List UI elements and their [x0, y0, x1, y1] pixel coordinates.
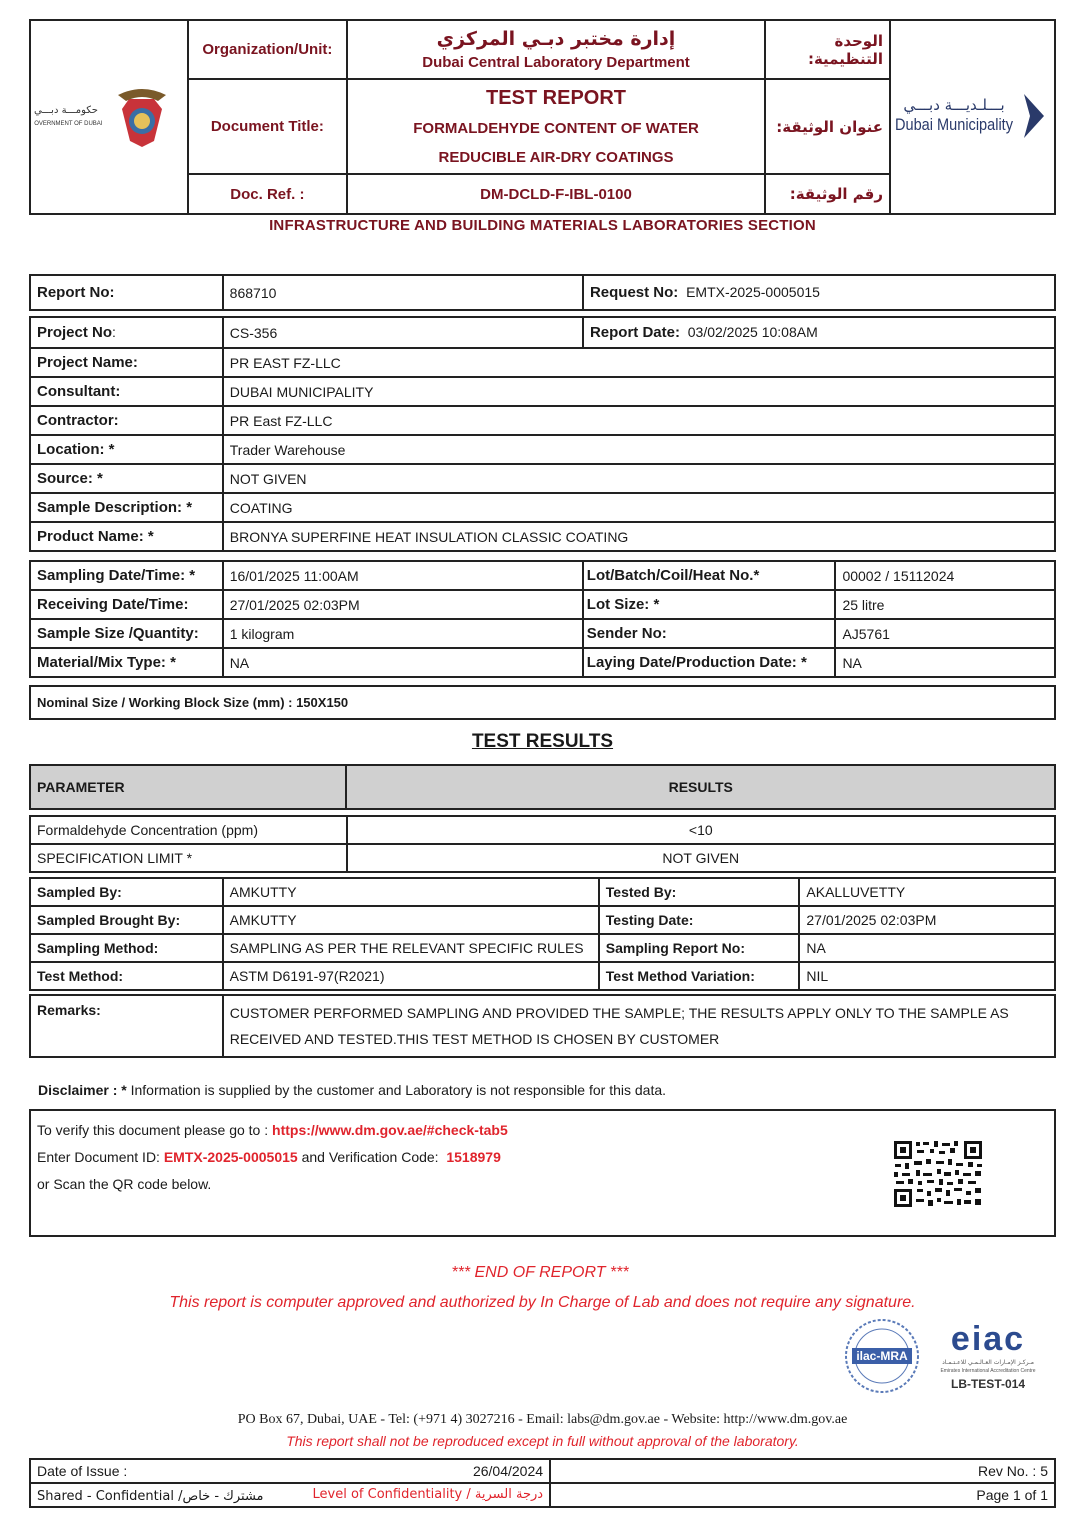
- project-no: CS-356: [223, 317, 583, 348]
- info-row: [30, 435, 1055, 464]
- accreditation-logos: [840, 1316, 1060, 1396]
- dubai-municipality-logo: [890, 20, 1055, 214]
- personnel-row: [30, 934, 1055, 962]
- sampling-label: Receiving Date/Time:: [30, 590, 223, 619]
- info-label: Consultant:: [30, 377, 223, 406]
- info-row: [30, 348, 1055, 377]
- no-reproduce-note: This report shall not be reproduced except in full without approval of the laboratory.: [286, 1433, 799, 1449]
- info-value: DUBAI MUNICIPALITY: [223, 377, 1055, 406]
- info-label: Sample Description: *: [30, 493, 223, 522]
- doc-title-main: TEST REPORT: [486, 87, 627, 109]
- sampling-label: Sender No:: [583, 619, 836, 648]
- svg-text:مـركـز الإمـارات العـالـمـي لل: مـركـز الإمـارات العـالـمـي للاعـتـمـاد: [942, 1359, 1034, 1366]
- government-of-dubai-logo: [30, 20, 188, 214]
- address: PO Box 67, Dubai, UAE - Tel: (+971 4) 3027216 - Email: labs@dm.gov.ae - Website: http://www.dm.gov.ae: [237, 1412, 848, 1427]
- request-no: EMTX-2025-0005015: [686, 284, 820, 300]
- disclaimer: [38, 1082, 666, 1098]
- results-header: RESULTS: [346, 765, 1055, 809]
- svg-text:eiac: eiac: [950, 1320, 1026, 1358]
- personnel-label: Test Method Variation:: [599, 962, 800, 990]
- personnel-value: AMKUTTY: [223, 878, 599, 906]
- info-value: NOT GIVEN: [223, 464, 1055, 493]
- page-number: Page 1 of 1: [550, 1483, 1055, 1507]
- shared-confidential: Shared - Confidential /مشترك - خاص: [37, 1488, 264, 1504]
- verify-prefix: To verify this document please go to :: [37, 1122, 269, 1138]
- personnel-row: [30, 878, 1055, 906]
- org-label: Organization/Unit:: [188, 20, 347, 79]
- sampling-row: [30, 561, 1055, 590]
- personnel-value: AKALLUVETTY: [799, 878, 1055, 906]
- result-value: NOT GIVEN: [347, 844, 1055, 872]
- sampling-row: [30, 590, 1055, 619]
- sampling-value: NA: [223, 648, 583, 677]
- info-value: BRONYA SUPERFINE HEAT INSULATION CLASSIC COATING: [223, 522, 1055, 551]
- info-row: [30, 406, 1055, 435]
- sampling-label: Lot/Batch/Coil/Heat No.*: [583, 561, 836, 590]
- qr-code-icon[interactable]: [892, 1139, 984, 1209]
- remarks-text: CUSTOMER PERFORMED SAMPLING AND PROVIDED THE SAMPLE; THE RESULTS APPLY ONLY TO THE SAMPLE AS RECEIVED AND TESTED.THIS TEST METHOD IS CHOSEN BY CUSTOMER: [223, 995, 1055, 1057]
- verification-code: 1518979: [446, 1149, 501, 1165]
- verification-code-prefix: and Verification Code:: [301, 1149, 439, 1165]
- doc-title-label-arabic: عنوان الوثيقة:: [765, 79, 890, 174]
- sampling-value: 00002 / 15112024: [835, 561, 1055, 590]
- personnel-value: AMKUTTY: [223, 906, 599, 934]
- government-emblem-icon: [34, 81, 184, 151]
- info-label: Location: *: [30, 435, 223, 464]
- info-value: PR EAST FZ-LLC: [223, 348, 1055, 377]
- end-of-report: *** END OF REPORT ***: [451, 1264, 629, 1281]
- qr-instruction: or Scan the QR code below.: [37, 1176, 212, 1192]
- personnel-value: NA: [799, 934, 1055, 962]
- personnel-value: SAMPLING AS PER THE RELEVANT SPECIFIC RULES: [223, 934, 599, 962]
- footer-table: [29, 1458, 1056, 1508]
- info-value: PR East FZ-LLC: [223, 406, 1055, 435]
- sampling-value: AJ5761: [835, 619, 1055, 648]
- org-name: Dubai Central Laboratory Department: [422, 54, 690, 71]
- result-value: <10: [347, 816, 1055, 844]
- remarks-label: Remarks:: [30, 995, 223, 1057]
- results-table: [29, 815, 1056, 873]
- request-no-label: Request No:: [589, 284, 679, 301]
- doc-title-cell: [347, 79, 765, 174]
- report-date: 03/02/2025 10:08AM: [687, 324, 818, 340]
- sampling-value: 1 kilogram: [223, 619, 583, 648]
- sampling-row: [30, 648, 1055, 677]
- svg-text:LB-TEST-014: LB-TEST-014: [950, 1377, 1026, 1391]
- sampling-value: 27/01/2025 02:03PM: [223, 590, 583, 619]
- doc-title-line2: REDUCIBLE AIR-DRY COATINGS: [438, 149, 674, 166]
- sampling-value: NA: [835, 648, 1055, 677]
- org-label-arabic: الوحدة التنظيمية:: [765, 20, 890, 79]
- confidentiality-level: Level of Confidentiality / درجة السرية: [312, 1486, 544, 1502]
- info-label: Product Name: *: [30, 522, 223, 551]
- dubai-municipality-icon: [892, 86, 1052, 146]
- ilac-mra-logo: [846, 1320, 918, 1392]
- info-row: [30, 522, 1055, 551]
- svg-text:Emirates International Accredi: Emirates International Accreditation Centre: [940, 1368, 1036, 1374]
- personnel-row: [30, 906, 1055, 934]
- remarks-table: [29, 994, 1056, 1058]
- svg-text:ilac-MRA: ilac-MRA: [856, 1349, 908, 1363]
- parameter-name: Formaldehyde Concentration (ppm): [30, 816, 347, 844]
- personnel-label: Sampling Report No:: [599, 934, 800, 962]
- test-results-title: TEST RESULTS: [471, 731, 614, 752]
- sampling-table: [29, 560, 1056, 678]
- verify-url-link[interactable]: https://www.dm.gov.ae/#check-tab5: [272, 1122, 508, 1138]
- date-of-issue-cell: [30, 1459, 550, 1483]
- org-arabic-name: إدارة مختبر دبـي المركزي: [436, 28, 676, 50]
- report-date-label: Report Date:: [589, 324, 680, 341]
- personnel-label: Testing Date:: [599, 906, 800, 934]
- date-of-issue: 26/04/2024: [472, 1463, 544, 1479]
- info-label: Project Name:: [30, 348, 223, 377]
- info-value: Trader Warehouse: [223, 435, 1055, 464]
- personnel-row: [30, 962, 1055, 990]
- confidentiality-cell: [30, 1483, 550, 1507]
- sampling-value: 16/01/2025 11:00AM: [223, 561, 583, 590]
- section-title: INFRASTRUCTURE AND BUILDING MATERIALS LABORATORIES SECTION: [269, 217, 816, 234]
- info-label: Contractor:: [30, 406, 223, 435]
- report-no-table: [29, 274, 1056, 311]
- sampling-row: [30, 619, 1055, 648]
- report-date-cell: [583, 317, 1055, 348]
- eiac-logo: [940, 1320, 1035, 1391]
- header-table: [29, 19, 1056, 215]
- personnel-label: Tested By:: [599, 878, 800, 906]
- project-no-label: Project No: [37, 324, 113, 341]
- sampling-label: Laying Date/Production Date: *: [583, 648, 836, 677]
- org-name-cell: [347, 20, 765, 79]
- sampling-value: 25 litre: [835, 590, 1055, 619]
- info-value: COATING: [223, 493, 1055, 522]
- project-table: [29, 316, 1056, 552]
- results-header-table: [29, 764, 1056, 810]
- svg-text:GOVERNMENT OF DUBAI: GOVERNMENT OF DUBAI: [33, 120, 103, 127]
- sampling-label: Material/Mix Type: *: [30, 648, 223, 677]
- result-row: [30, 844, 1055, 872]
- nominal-size: Nominal Size / Working Block Size (mm) : 150X150: [30, 686, 1055, 719]
- date-of-issue-label: Date of Issue :: [37, 1463, 128, 1479]
- info-row: [30, 377, 1055, 406]
- personnel-label: Sampled By:: [30, 878, 223, 906]
- personnel-value: ASTM D6191-97(R2021): [223, 962, 599, 990]
- report-no: 868710: [223, 275, 583, 310]
- doc-title-line1: FORMALDEHYDE CONTENT OF WATER: [413, 120, 699, 137]
- request-no-cell: [583, 275, 1055, 310]
- doc-ref-label: Doc. Ref. :: [188, 174, 347, 214]
- disclaimer-text: Information is supplied by the customer and Laboratory is not responsible for this data.: [130, 1082, 667, 1098]
- document-id: EMTX-2025-0005015: [163, 1149, 298, 1165]
- personnel-label: Sampling Method:: [30, 934, 223, 962]
- personnel-value: NIL: [799, 962, 1055, 990]
- disclaimer-label: Disclaimer : *: [38, 1082, 127, 1098]
- sampling-label: Lot Size: *: [583, 590, 836, 619]
- sampling-label: Sampling Date/Time: *: [30, 561, 223, 590]
- doc-ref-label-arabic: رقم الوثيقة:: [765, 174, 890, 214]
- personnel-value: 27/01/2025 02:03PM: [799, 906, 1055, 934]
- personnel-table: [29, 877, 1056, 991]
- svg-text:Dubai Municipality: Dubai Municipality: [895, 114, 1014, 134]
- verify-box: [29, 1109, 1056, 1237]
- personnel-label: Sampled Brought By:: [30, 906, 223, 934]
- project-no-label-cell: Project No:: [30, 317, 223, 348]
- parameter-name: SPECIFICATION LIMIT *: [30, 844, 347, 872]
- personnel-label: Test Method:: [30, 962, 223, 990]
- rev-no: Rev No. : 5: [550, 1459, 1055, 1483]
- result-row: [30, 816, 1055, 844]
- parameter-header: PARAMETER: [30, 765, 346, 809]
- doc-title-label: Document Title:: [188, 79, 347, 174]
- doc-ref: DM-DCLD-F-IBL-0100: [347, 174, 765, 214]
- doc-id-prefix: Enter Document ID:: [37, 1149, 160, 1165]
- info-row: [30, 493, 1055, 522]
- svg-text:حكومـــة دبـــي: حكومـــة دبـــي: [34, 104, 98, 116]
- approval-note: This report is computer approved and authorized by In Charge of Lab and does not require any signature.: [169, 1294, 916, 1311]
- info-label: Source: *: [30, 464, 223, 493]
- svg-text:بـــلـديـــة دبـــي: بـــلـديـــة دبـــي: [903, 95, 1006, 114]
- nominal-size-table: [29, 685, 1056, 720]
- sampling-label: Sample Size /Quantity:: [30, 619, 223, 648]
- report-no-label: Report No:: [30, 275, 223, 310]
- info-row: [30, 464, 1055, 493]
